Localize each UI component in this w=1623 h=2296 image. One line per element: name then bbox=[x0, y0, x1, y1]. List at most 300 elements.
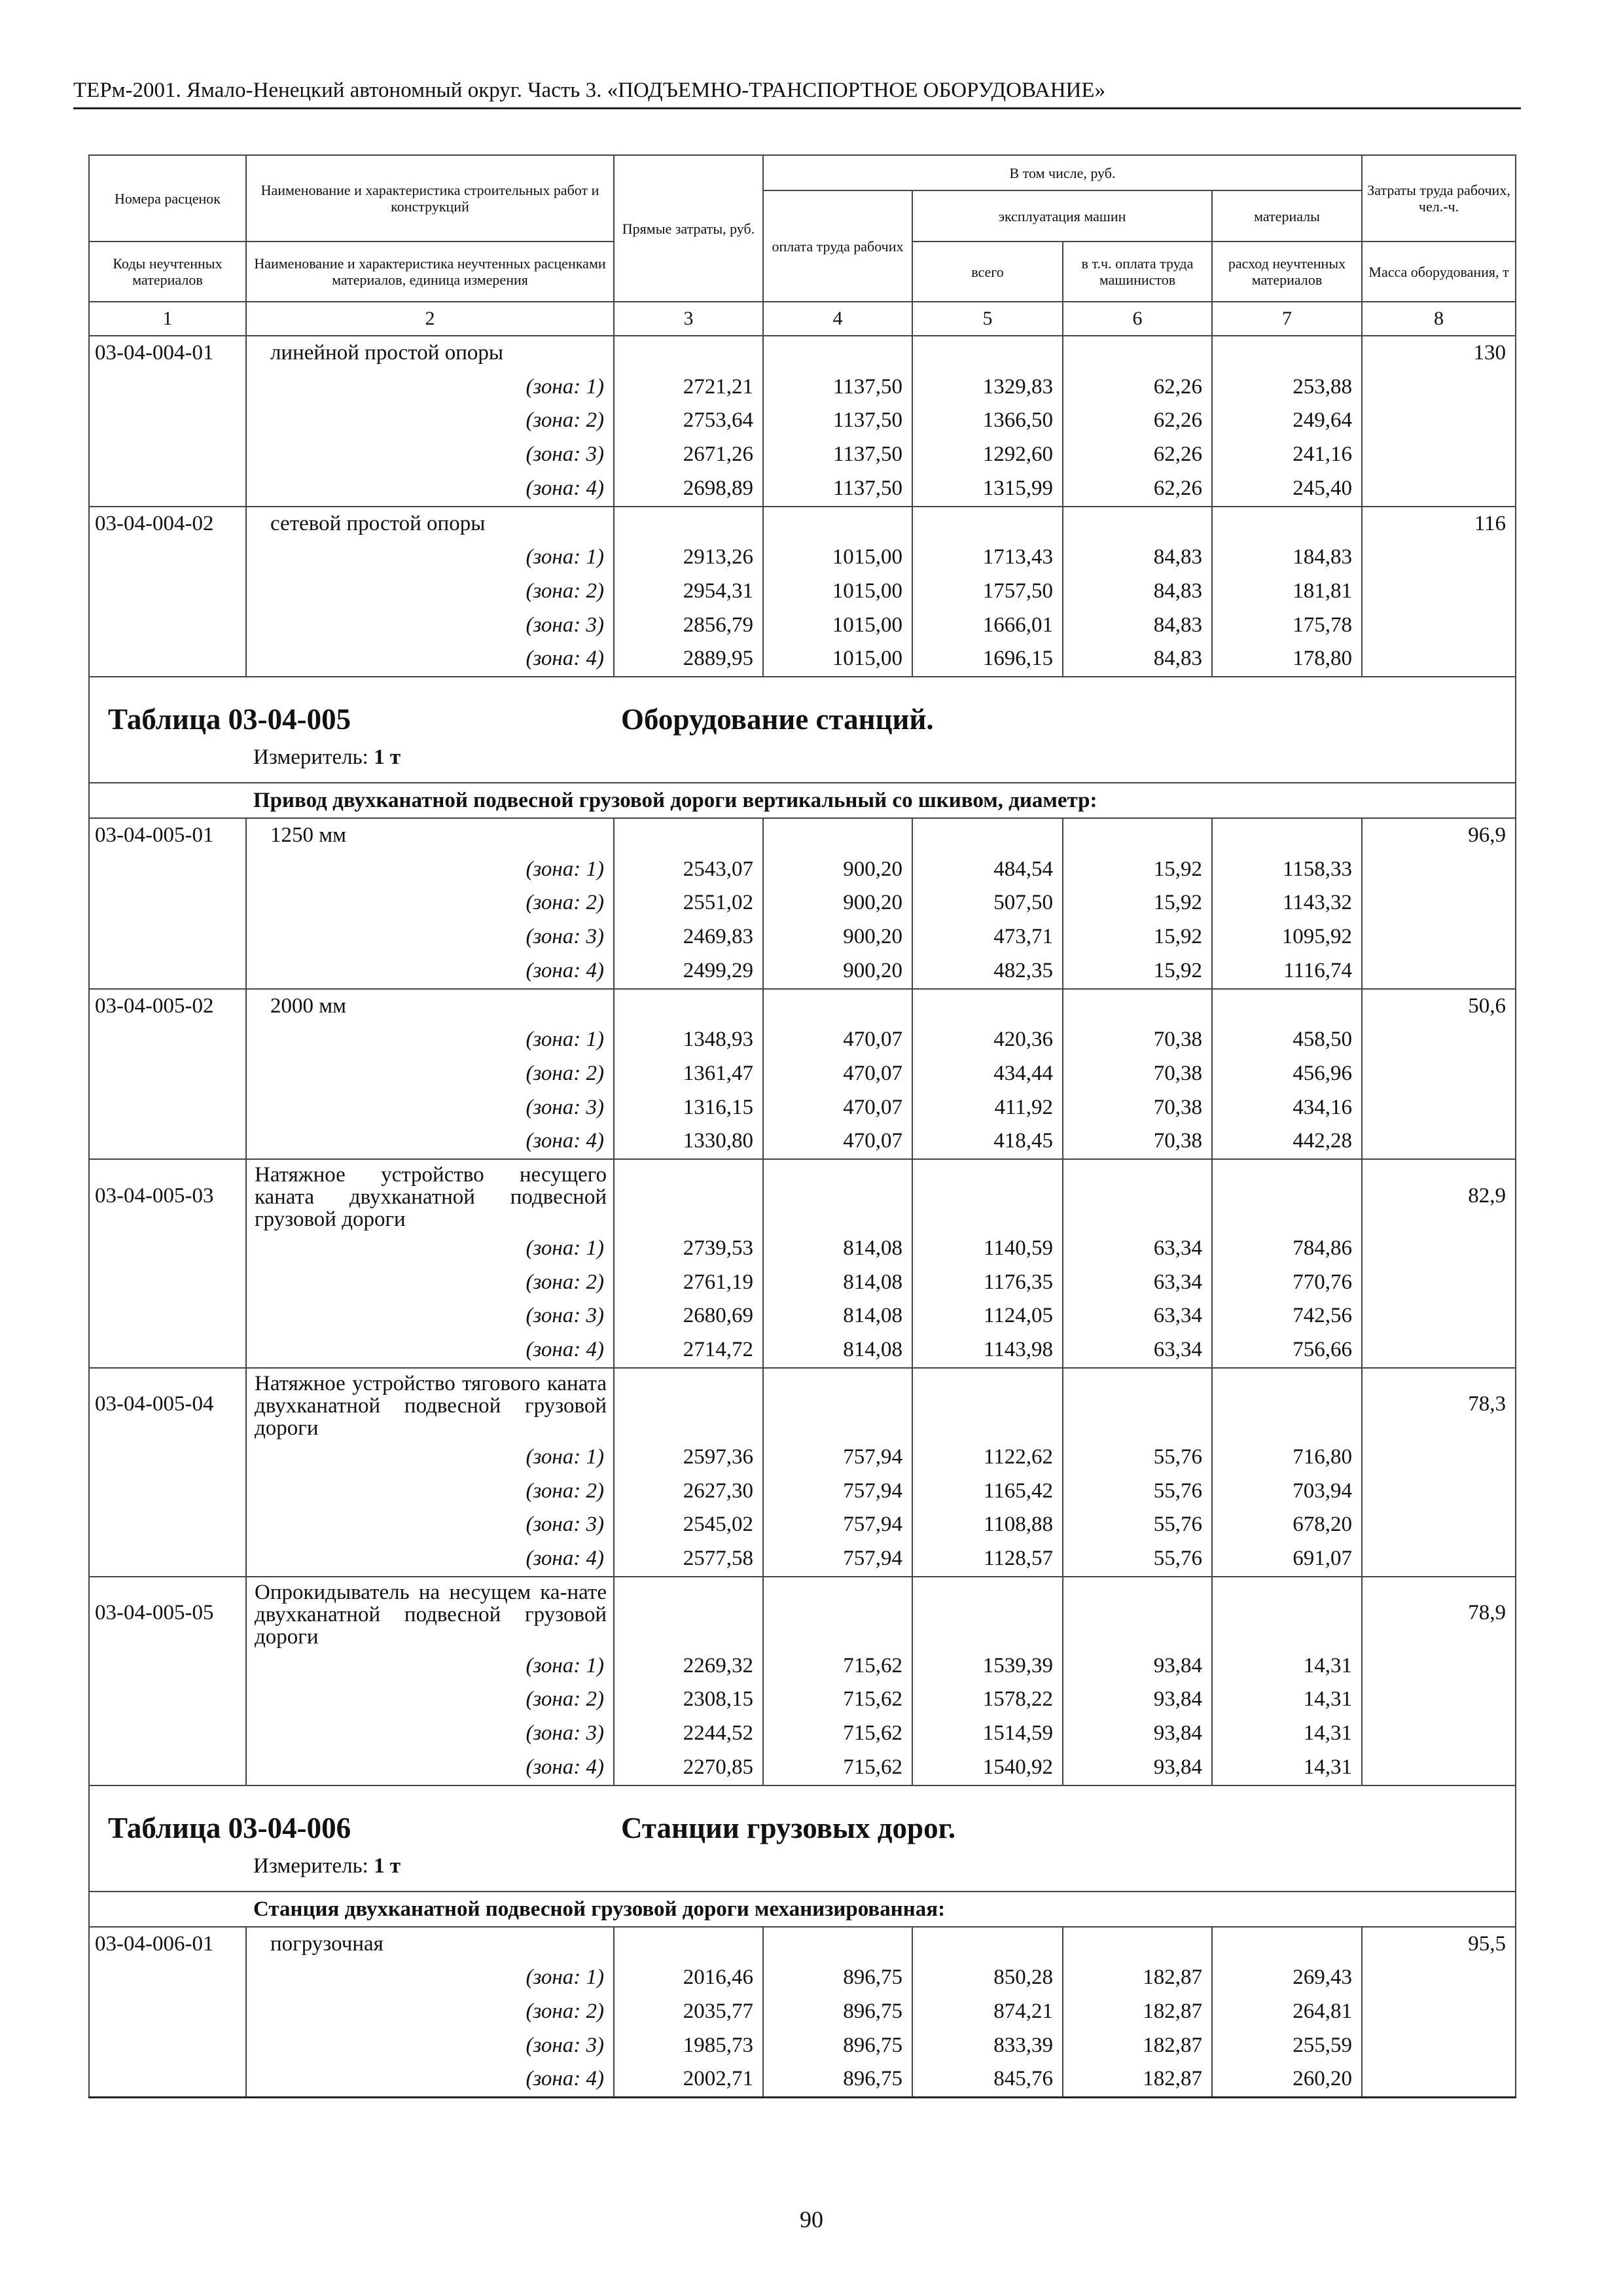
zone-label: (зона: 1) bbox=[246, 541, 614, 575]
column-number: 7 bbox=[1212, 302, 1362, 336]
zone-row bbox=[89, 1441, 1516, 1475]
rate-name: погрузочная bbox=[246, 1927, 614, 1962]
col-materials: материалы bbox=[1212, 190, 1362, 242]
equipment-mass: 116 bbox=[1362, 507, 1516, 541]
empty-cell bbox=[1063, 989, 1212, 1024]
empty-cell bbox=[1362, 853, 1516, 887]
machine-total: 1713,43 bbox=[912, 541, 1063, 575]
direct-cost: 2889,95 bbox=[614, 642, 763, 677]
driver-pay: 55,76 bbox=[1063, 1441, 1212, 1475]
zone-row bbox=[89, 1333, 1516, 1368]
machine-total: 1540,92 bbox=[912, 1751, 1063, 1785]
zone-label: (зона: 4) bbox=[246, 2062, 614, 2097]
materials-cost: 456,96 bbox=[1212, 1057, 1362, 1091]
zone-row bbox=[89, 886, 1516, 920]
empty-cell bbox=[89, 2062, 246, 2097]
rate-code: 03-04-004-02 bbox=[89, 507, 246, 541]
group-title: Станция двухканатной подвесной грузовой дороги механизированная: bbox=[253, 1897, 946, 1921]
direct-cost: 2714,72 bbox=[614, 1333, 763, 1368]
zone-row bbox=[89, 438, 1516, 472]
zone-label: (зона: 4) bbox=[246, 1124, 614, 1159]
machine-total: 482,35 bbox=[912, 954, 1063, 989]
rate-item-row bbox=[89, 818, 1516, 853]
machine-total: 1666,01 bbox=[912, 609, 1063, 643]
equipment-mass: 95,5 bbox=[1362, 1927, 1516, 1962]
zone-row bbox=[89, 1683, 1516, 1717]
driver-pay: 62,26 bbox=[1063, 404, 1212, 438]
rate-item-row bbox=[89, 1577, 1516, 1649]
equipment-mass: 82,9 bbox=[1362, 1159, 1516, 1232]
machine-total: 1292,60 bbox=[912, 438, 1063, 472]
col-driver-pay: в т.ч. оплата труда машинистов bbox=[1063, 242, 1212, 302]
worker-pay: 896,75 bbox=[763, 1961, 912, 1995]
worker-pay: 900,20 bbox=[763, 920, 912, 954]
direct-cost: 2551,02 bbox=[614, 886, 763, 920]
column-number: 4 bbox=[763, 302, 912, 336]
group-header bbox=[89, 783, 1516, 818]
rate-code: 03-04-005-04 bbox=[89, 1368, 246, 1441]
empty-cell bbox=[614, 1159, 763, 1232]
empty-cell bbox=[89, 370, 246, 404]
section-header bbox=[89, 1785, 1516, 1892]
zone-label: (зона: 1) bbox=[246, 370, 614, 404]
rate-code: 03-04-005-03 bbox=[89, 1159, 246, 1232]
machine-total: 1176,35 bbox=[912, 1266, 1063, 1300]
empty-cell bbox=[912, 1159, 1063, 1232]
section-measure bbox=[253, 745, 401, 770]
rate-name: Натяжное устройство несущего каната двухканатной подвесной грузовой дороги bbox=[246, 1159, 614, 1232]
machine-total: 1122,62 bbox=[912, 1441, 1063, 1475]
driver-pay: 15,92 bbox=[1063, 954, 1212, 989]
rate-item-row bbox=[89, 989, 1516, 1024]
driver-pay: 63,34 bbox=[1063, 1333, 1212, 1368]
empty-cell bbox=[89, 853, 246, 887]
equipment-mass: 78,3 bbox=[1362, 1368, 1516, 1441]
worker-pay: 470,07 bbox=[763, 1057, 912, 1091]
col-machine-operation: эксплуатация машин bbox=[912, 190, 1212, 242]
worker-pay: 900,20 bbox=[763, 954, 912, 989]
direct-cost: 2577,58 bbox=[614, 1542, 763, 1577]
zone-row bbox=[89, 1299, 1516, 1333]
zone-row bbox=[89, 1995, 1516, 2029]
materials-cost: 264,81 bbox=[1212, 1995, 1362, 2029]
rate-name: линейной простой опоры bbox=[246, 336, 614, 370]
worker-pay: 1137,50 bbox=[763, 472, 912, 507]
zone-label: (зона: 1) bbox=[246, 1961, 614, 1995]
empty-cell bbox=[763, 1159, 912, 1232]
empty-cell bbox=[1362, 541, 1516, 575]
zone-row bbox=[89, 1751, 1516, 1785]
zone-label: (зона: 3) bbox=[246, 438, 614, 472]
empty-cell bbox=[912, 1577, 1063, 1649]
driver-pay: 182,87 bbox=[1063, 2029, 1212, 2063]
empty-cell bbox=[763, 818, 912, 853]
worker-pay: 896,75 bbox=[763, 2029, 912, 2063]
zone-row bbox=[89, 370, 1516, 404]
empty-cell bbox=[763, 989, 912, 1024]
materials-cost: 691,07 bbox=[1212, 1542, 1362, 1577]
driver-pay: 62,26 bbox=[1063, 370, 1212, 404]
measure-label: Измеритель: bbox=[253, 745, 368, 770]
direct-cost: 2913,26 bbox=[614, 541, 763, 575]
materials-cost: 260,20 bbox=[1212, 2062, 1362, 2097]
zone-row bbox=[89, 404, 1516, 438]
worker-pay: 814,08 bbox=[763, 1333, 912, 1368]
empty-cell bbox=[1362, 438, 1516, 472]
worker-pay: 715,62 bbox=[763, 1717, 912, 1751]
zone-row bbox=[89, 1057, 1516, 1091]
driver-pay: 55,76 bbox=[1063, 1475, 1212, 1509]
driver-pay: 182,87 bbox=[1063, 1961, 1212, 1995]
col-work-name: Наименование и характеристика строительных работ и конструкций bbox=[246, 155, 614, 242]
direct-cost: 2035,77 bbox=[614, 1995, 763, 2029]
direct-cost: 2269,32 bbox=[614, 1649, 763, 1683]
worker-pay: 1137,50 bbox=[763, 438, 912, 472]
worker-pay: 470,07 bbox=[763, 1091, 912, 1125]
materials-cost: 1095,92 bbox=[1212, 920, 1362, 954]
zone-label: (зона: 2) bbox=[246, 1057, 614, 1091]
zone-label: (зона: 4) bbox=[246, 954, 614, 989]
zone-label: (зона: 3) bbox=[246, 1299, 614, 1333]
empty-cell bbox=[912, 1368, 1063, 1441]
direct-cost: 2627,30 bbox=[614, 1475, 763, 1509]
materials-cost: 241,16 bbox=[1212, 438, 1362, 472]
section-header bbox=[89, 677, 1516, 783]
empty-cell bbox=[1362, 1023, 1516, 1057]
rate-item-row bbox=[89, 1159, 1516, 1232]
rate-name: Натяжное устройство тягового каната двухканатной подвесной грузовой дороги bbox=[246, 1368, 614, 1441]
materials-cost: 249,64 bbox=[1212, 404, 1362, 438]
zone-label: (зона: 1) bbox=[246, 1232, 614, 1266]
measure-label: Измеритель: bbox=[253, 1854, 368, 1878]
empty-cell bbox=[1362, 370, 1516, 404]
machine-total: 1124,05 bbox=[912, 1299, 1063, 1333]
empty-cell bbox=[89, 920, 246, 954]
empty-cell bbox=[1362, 1124, 1516, 1159]
empty-cell bbox=[912, 1927, 1063, 1962]
section-name: Оборудование станций. bbox=[621, 703, 934, 736]
running-header: ТЕРм-2001. Ямало-Ненецкий автономный округ. Часть 3. «ПОДЪЕМНО-ТРАНСПОРТНОЕ ОБОРУДОВАНИЕ» bbox=[73, 73, 1521, 109]
driver-pay: 93,84 bbox=[1063, 1683, 1212, 1717]
empty-cell bbox=[89, 2029, 246, 2063]
empty-cell bbox=[89, 1441, 246, 1475]
driver-pay: 55,76 bbox=[1063, 1542, 1212, 1577]
driver-pay: 93,84 bbox=[1063, 1751, 1212, 1785]
empty-cell bbox=[614, 818, 763, 853]
column-number: 2 bbox=[246, 302, 614, 336]
machine-total: 1696,15 bbox=[912, 642, 1063, 677]
empty-cell bbox=[1362, 886, 1516, 920]
worker-pay: 470,07 bbox=[763, 1023, 912, 1057]
worker-pay: 1137,50 bbox=[763, 404, 912, 438]
worker-pay: 757,94 bbox=[763, 1542, 912, 1577]
materials-cost: 14,31 bbox=[1212, 1751, 1362, 1785]
col-material-codes: Коды неучтенных материалов bbox=[89, 242, 246, 302]
machine-total: 1128,57 bbox=[912, 1542, 1063, 1577]
driver-pay: 182,87 bbox=[1063, 2062, 1212, 2097]
direct-cost: 2671,26 bbox=[614, 438, 763, 472]
machine-total: 1366,50 bbox=[912, 404, 1063, 438]
empty-cell bbox=[1362, 1683, 1516, 1717]
driver-pay: 182,87 bbox=[1063, 1995, 1212, 2029]
zone-label: (зона: 4) bbox=[246, 472, 614, 507]
empty-cell bbox=[1362, 1995, 1516, 2029]
worker-pay: 900,20 bbox=[763, 853, 912, 887]
driver-pay: 93,84 bbox=[1063, 1717, 1212, 1751]
rate-code: 03-04-006-01 bbox=[89, 1927, 246, 1962]
empty-cell bbox=[1362, 1333, 1516, 1368]
empty-cell bbox=[1063, 507, 1212, 541]
empty-cell bbox=[1063, 336, 1212, 370]
rate-item-row bbox=[89, 336, 1516, 370]
empty-cell bbox=[89, 1717, 246, 1751]
machine-total: 1108,88 bbox=[912, 1508, 1063, 1542]
direct-cost: 2002,71 bbox=[614, 2062, 763, 2097]
col-in-that-number: В том числе, руб. bbox=[763, 155, 1362, 190]
direct-cost: 2739,53 bbox=[614, 1232, 763, 1266]
driver-pay: 55,76 bbox=[1063, 1508, 1212, 1542]
column-number: 6 bbox=[1063, 302, 1212, 336]
worker-pay: 814,08 bbox=[763, 1266, 912, 1300]
empty-cell bbox=[1063, 1159, 1212, 1232]
zone-row bbox=[89, 472, 1516, 507]
empty-cell bbox=[89, 1232, 246, 1266]
driver-pay: 62,26 bbox=[1063, 472, 1212, 507]
empty-cell bbox=[763, 1368, 912, 1441]
empty-cell bbox=[89, 1091, 246, 1125]
empty-cell bbox=[763, 1577, 912, 1649]
empty-cell bbox=[89, 1508, 246, 1542]
empty-cell bbox=[1362, 1057, 1516, 1091]
machine-total: 418,45 bbox=[912, 1124, 1063, 1159]
machine-total: 420,36 bbox=[912, 1023, 1063, 1057]
empty-cell bbox=[912, 818, 1063, 853]
zone-label: (зона: 1) bbox=[246, 853, 614, 887]
materials-cost: 442,28 bbox=[1212, 1124, 1362, 1159]
worker-pay: 757,94 bbox=[763, 1508, 912, 1542]
driver-pay: 63,34 bbox=[1063, 1232, 1212, 1266]
empty-cell bbox=[89, 1751, 246, 1785]
driver-pay: 84,83 bbox=[1063, 541, 1212, 575]
section-title: Таблица 03-04-005 bbox=[108, 703, 351, 736]
rate-code: 03-04-005-01 bbox=[89, 818, 246, 853]
empty-cell bbox=[912, 989, 1063, 1024]
empty-cell bbox=[1212, 507, 1362, 541]
col-direct-cost: Прямые затраты, руб. bbox=[614, 155, 763, 302]
empty-cell bbox=[1063, 1577, 1212, 1649]
empty-cell bbox=[1362, 1232, 1516, 1266]
direct-cost: 2308,15 bbox=[614, 1683, 763, 1717]
zone-label: (зона: 4) bbox=[246, 1333, 614, 1368]
zone-label: (зона: 1) bbox=[246, 1441, 614, 1475]
empty-cell bbox=[1362, 1299, 1516, 1333]
machine-total: 1315,99 bbox=[912, 472, 1063, 507]
worker-pay: 470,07 bbox=[763, 1124, 912, 1159]
zone-row bbox=[89, 1717, 1516, 1751]
empty-cell bbox=[1362, 2029, 1516, 2063]
empty-cell bbox=[614, 1577, 763, 1649]
zone-row bbox=[89, 642, 1516, 677]
zone-label: (зона: 3) bbox=[246, 920, 614, 954]
group-header-row bbox=[89, 783, 1516, 818]
empty-cell bbox=[1212, 989, 1362, 1024]
rate-item-row bbox=[89, 1368, 1516, 1441]
empty-cell bbox=[1212, 1927, 1362, 1962]
zone-row bbox=[89, 1232, 1516, 1266]
materials-cost: 1158,33 bbox=[1212, 853, 1362, 887]
worker-pay: 896,75 bbox=[763, 2062, 912, 2097]
zone-row bbox=[89, 541, 1516, 575]
empty-cell bbox=[1362, 472, 1516, 507]
zone-label: (зона: 1) bbox=[246, 1023, 614, 1057]
empty-cell bbox=[1362, 1475, 1516, 1509]
machine-total: 484,54 bbox=[912, 853, 1063, 887]
machine-total: 1757,50 bbox=[912, 575, 1063, 609]
zone-row bbox=[89, 2062, 1516, 2097]
materials-cost: 178,80 bbox=[1212, 642, 1362, 677]
zone-label: (зона: 4) bbox=[246, 1751, 614, 1785]
driver-pay: 62,26 bbox=[1063, 438, 1212, 472]
empty-cell bbox=[89, 1023, 246, 1057]
empty-cell bbox=[89, 1649, 246, 1683]
measure-value: 1 т bbox=[374, 745, 401, 770]
zone-row bbox=[89, 1266, 1516, 1300]
machine-total: 473,71 bbox=[912, 920, 1063, 954]
empty-cell bbox=[1063, 818, 1212, 853]
col-labor-cost: Затраты труда рабочих, чел.-ч. bbox=[1362, 155, 1516, 242]
empty-cell bbox=[89, 472, 246, 507]
empty-cell bbox=[89, 1266, 246, 1300]
zone-label: (зона: 2) bbox=[246, 1683, 614, 1717]
zone-label: (зона: 3) bbox=[246, 2029, 614, 2063]
empty-cell bbox=[763, 336, 912, 370]
zone-row bbox=[89, 853, 1516, 887]
empty-cell bbox=[1362, 1961, 1516, 1995]
empty-cell bbox=[1362, 1717, 1516, 1751]
worker-pay: 896,75 bbox=[763, 1995, 912, 2029]
zone-label: (зона: 2) bbox=[246, 575, 614, 609]
empty-cell bbox=[1212, 1577, 1362, 1649]
group-title: Привод двухканатной подвесной грузовой дороги вертикальный со шкивом, диаметр: bbox=[253, 789, 1097, 813]
direct-cost: 2698,89 bbox=[614, 472, 763, 507]
worker-pay: 715,62 bbox=[763, 1683, 912, 1717]
zone-row bbox=[89, 920, 1516, 954]
machine-total: 1329,83 bbox=[912, 370, 1063, 404]
driver-pay: 15,92 bbox=[1063, 886, 1212, 920]
zone-label: (зона: 3) bbox=[246, 1717, 614, 1751]
col-unaccounted-materials: расход неучтенных материалов bbox=[1212, 242, 1362, 302]
empty-cell bbox=[89, 1542, 246, 1577]
materials-cost: 255,59 bbox=[1212, 2029, 1362, 2063]
empty-cell bbox=[912, 507, 1063, 541]
rate-name: Опрокидыватель на несущем ка-нате двухканатной подвесной грузовой дороги bbox=[246, 1577, 614, 1649]
empty-cell bbox=[89, 609, 246, 643]
worker-pay: 1015,00 bbox=[763, 609, 912, 643]
empty-cell bbox=[89, 1995, 246, 2029]
zone-label: (зона: 4) bbox=[246, 1542, 614, 1577]
section-measure bbox=[253, 1854, 401, 1878]
section-header-row bbox=[89, 1785, 1516, 1892]
driver-pay: 70,38 bbox=[1063, 1057, 1212, 1091]
zone-row bbox=[89, 1542, 1516, 1577]
direct-cost: 2499,29 bbox=[614, 954, 763, 989]
empty-cell bbox=[1212, 818, 1362, 853]
empty-cell bbox=[1063, 1927, 1212, 1962]
driver-pay: 15,92 bbox=[1063, 920, 1212, 954]
empty-cell bbox=[1362, 1751, 1516, 1785]
direct-cost: 2954,31 bbox=[614, 575, 763, 609]
zone-row bbox=[89, 1961, 1516, 1995]
materials-cost: 716,80 bbox=[1212, 1441, 1362, 1475]
driver-pay: 70,38 bbox=[1063, 1023, 1212, 1057]
rates-table bbox=[88, 154, 1516, 2098]
worker-pay: 757,94 bbox=[763, 1441, 912, 1475]
equipment-mass: 78,9 bbox=[1362, 1577, 1516, 1649]
machine-total: 1578,22 bbox=[912, 1683, 1063, 1717]
direct-cost: 1330,80 bbox=[614, 1124, 763, 1159]
empty-cell bbox=[614, 1368, 763, 1441]
empty-cell bbox=[1362, 920, 1516, 954]
driver-pay: 84,83 bbox=[1063, 642, 1212, 677]
empty-cell bbox=[1362, 1508, 1516, 1542]
column-number: 8 bbox=[1362, 302, 1516, 336]
direct-cost: 1348,93 bbox=[614, 1023, 763, 1057]
worker-pay: 814,08 bbox=[763, 1232, 912, 1266]
driver-pay: 70,38 bbox=[1063, 1124, 1212, 1159]
zone-row bbox=[89, 1649, 1516, 1683]
zone-row bbox=[89, 575, 1516, 609]
measure-value: 1 т bbox=[374, 1854, 401, 1878]
empty-cell bbox=[763, 1927, 912, 1962]
col-total: всего bbox=[912, 242, 1063, 302]
driver-pay: 84,83 bbox=[1063, 575, 1212, 609]
zone-row bbox=[89, 1475, 1516, 1509]
machine-total: 411,92 bbox=[912, 1091, 1063, 1125]
machine-total: 1514,59 bbox=[912, 1717, 1063, 1751]
materials-cost: 703,94 bbox=[1212, 1475, 1362, 1509]
empty-cell bbox=[1063, 1368, 1212, 1441]
materials-cost: 184,83 bbox=[1212, 541, 1362, 575]
zone-label: (зона: 2) bbox=[246, 1995, 614, 2029]
direct-cost: 2721,21 bbox=[614, 370, 763, 404]
empty-cell bbox=[89, 1299, 246, 1333]
empty-cell bbox=[1362, 575, 1516, 609]
empty-cell bbox=[1362, 954, 1516, 989]
materials-cost: 181,81 bbox=[1212, 575, 1362, 609]
materials-cost: 678,20 bbox=[1212, 1508, 1362, 1542]
worker-pay: 814,08 bbox=[763, 1299, 912, 1333]
direct-cost: 1361,47 bbox=[614, 1057, 763, 1091]
zone-row bbox=[89, 1508, 1516, 1542]
empty-cell bbox=[89, 954, 246, 989]
empty-cell bbox=[89, 1961, 246, 1995]
materials-cost: 770,76 bbox=[1212, 1266, 1362, 1300]
materials-cost: 1143,32 bbox=[1212, 886, 1362, 920]
materials-cost: 269,43 bbox=[1212, 1961, 1362, 1995]
empty-cell bbox=[1362, 642, 1516, 677]
section-title: Таблица 03-04-006 bbox=[108, 1811, 351, 1844]
empty-cell bbox=[89, 886, 246, 920]
empty-cell bbox=[912, 336, 1063, 370]
machine-total: 850,28 bbox=[912, 1961, 1063, 1995]
machine-total: 845,76 bbox=[912, 2062, 1063, 2097]
page-number: 90 bbox=[800, 2206, 823, 2233]
empty-cell bbox=[89, 1124, 246, 1159]
rate-item-row bbox=[89, 1927, 1516, 1962]
empty-cell bbox=[89, 541, 246, 575]
col-material-names: Наименование и характеристика неучтенных расценками материалов, единица измерения bbox=[246, 242, 614, 302]
zone-row bbox=[89, 1023, 1516, 1057]
